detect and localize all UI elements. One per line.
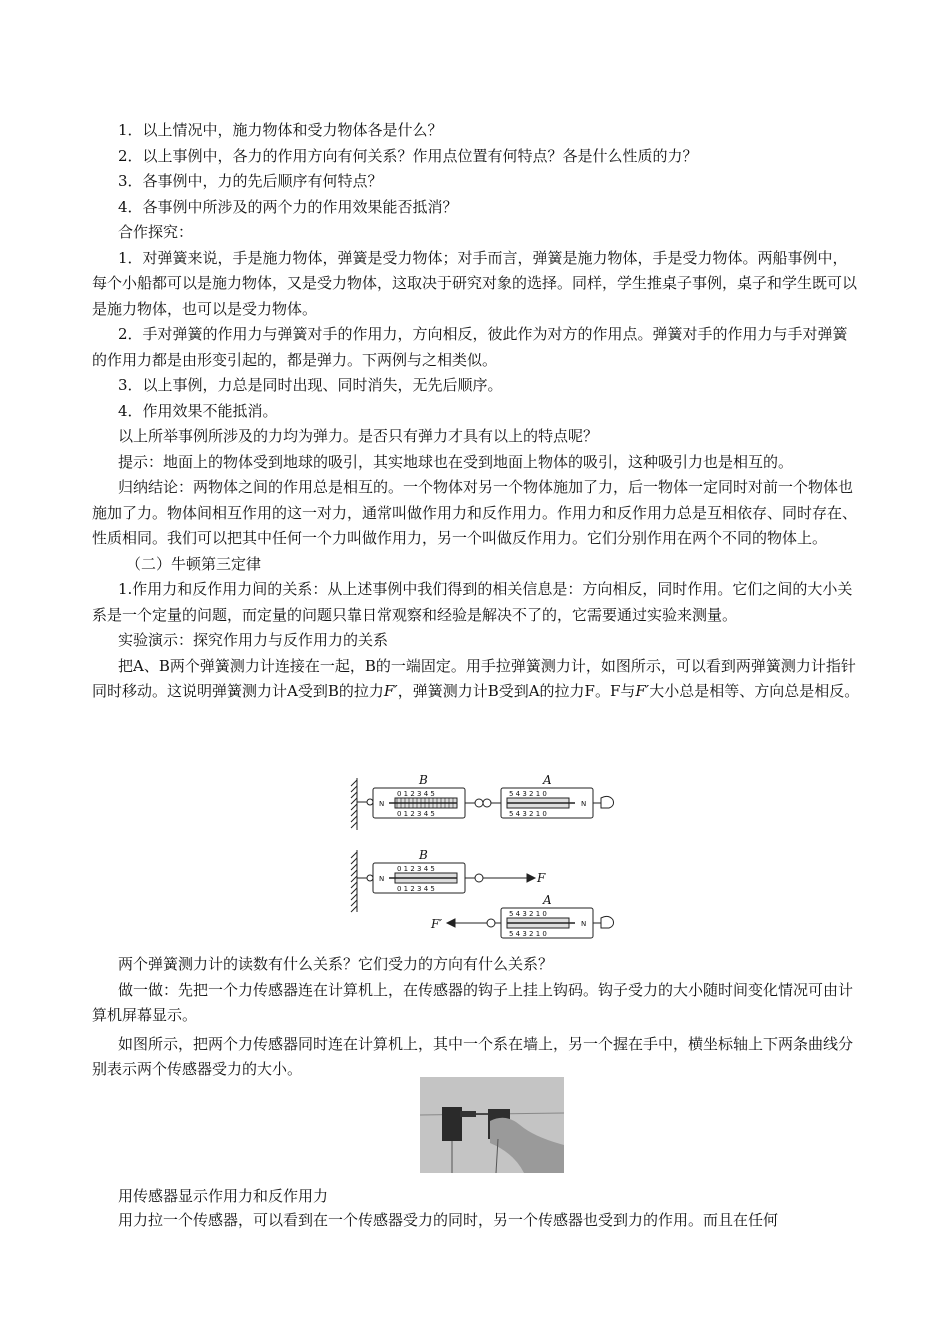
scale-a-bottom-lower: 5 4 3 2 1 0 <box>509 930 547 938</box>
hand-icon-top <box>601 796 614 808</box>
sensor-photo <box>420 1077 564 1173</box>
demo-text <box>92 654 862 705</box>
demo-text-part-b: ，弹簧测力计B受到A的拉力F。F与 <box>397 682 636 700</box>
scale-a-top-lower: 5 4 3 2 1 0 <box>509 810 547 818</box>
questions-block <box>92 118 862 705</box>
f-prime-symbol-2: F′ <box>635 682 650 700</box>
scale-b-bottom-upper: 0 1 2 3 4 5 <box>397 865 435 873</box>
figure-description: 如图所示，把两个力传感器同时连在计算机上，其中一个系在墙上，另一个握在手中，横坐标轴上下两条曲线分别表示两个传感器受力的大小。 <box>92 1034 854 1078</box>
demo-text-part-a: 把A、B两个弹簧测力计连接在一起，B的一端固定。用手拉弹簧测力计，如图所示，可以看到两弹簧测力计指针同时移动。这说明弹簧测力计A受到B的拉力 <box>92 656 856 700</box>
n-label-3: N <box>379 875 385 883</box>
relation-text: 1.作用力和反作用力间的关系：从上述事例中我们得到的相关信息是：方向相反，同时作用。它们之间的大小关系是一个定量的问题，而定量的问题只靠日常观察和经验是解决不了的，它需要通过实验来测量。 <box>92 580 853 624</box>
label-a-top: A <box>543 773 552 787</box>
scale-a-bottom-upper: 5 4 3 2 1 0 <box>509 910 547 918</box>
demo-title: 实验演示：探究作用力与反作用力的关系 <box>118 631 389 649</box>
question-1: 1．以上情况中，施力物体和受力物体各是什么？ <box>118 121 443 139</box>
label-b-bottom: B <box>419 848 428 862</box>
n-label-2: N <box>581 800 587 808</box>
f-prime-symbol-1: F′ <box>383 682 398 700</box>
label-f: F <box>537 871 546 885</box>
sensor-photo-illustration <box>420 1077 564 1173</box>
reading-question: 两个弹簧测力计的读数有什么关系？它们受力的方向有什么关系？ <box>118 955 554 973</box>
n-label-4: N <box>581 920 587 928</box>
sensor-left-icon <box>442 1107 462 1141</box>
conclusion-text: 归纳结论：两物体之间的作用总是相互的。一个物体对另一个物体施加了力，后一物体一定同时对前一个物体也施加了力。物体间相互作用的这一对力，通常叫做作用力和反作用力。作用力和反作用力总是互相依存、同时存在、性质相同。我们可以把其中任何一个力叫做作用力，另一个叫做反作用力。它们分别作用在两个不同的物体上。 <box>92 478 858 547</box>
answer-4: 4．作用效果不能抵消。 <box>118 401 278 420</box>
answer-2: 2．手对弹簧的作用力与弹簧对手的作用力，方向相反，彼此作为对方的作用点。弹簧对手的作用力与手对弹簧的作用力都是由形变引起的，都是弹力。下两例与之相类似。 <box>92 325 848 369</box>
cooperative-inquiry-label: 合作探究： <box>118 223 194 241</box>
wall-hatching-top <box>351 780 357 828</box>
last-line: 用力拉一个传感器，可以看到在一个传感器受力的同时，另一个传感器也受到力的作用。而且在任何 <box>118 1211 779 1229</box>
scale-b-top-upper: 0 1 2 3 4 5 <box>397 790 435 798</box>
elastic-question: 以上所举事例所涉及的力均为弹力。是否只有弹力才具有以上的特点呢？ <box>118 427 599 445</box>
demo-text-part-c: 大小总是相等、方向总是相反。 <box>649 682 860 700</box>
scale-b-bottom-lower: 0 1 2 3 4 5 <box>397 885 435 893</box>
question-4: 4．各事例中所涉及的两个力的作用效果能否抵消？ <box>118 197 458 216</box>
scale-b-top-lower: 0 1 2 3 4 5 <box>397 810 435 818</box>
hint-text: 提示：地面上的物体受到地球的吸引，其实地球也在受到地面上物体的吸引，这种吸引力也是相互的。 <box>118 452 794 471</box>
spring-balance-figure <box>345 772 615 944</box>
question-3: 3．各事例中，力的先后顺序有何特点？ <box>118 172 383 190</box>
label-a-bottom: A <box>543 893 552 907</box>
answer-3: 3．以上事例，力总是同时出现、同时消失，无先后顺序。 <box>118 376 503 394</box>
label-b-top: B <box>419 773 428 787</box>
answer-1: 1．对弹簧来说，手是施力物体，弹簧是受力物体；对手而言，弹簧是施力物体，手是受力物体。两船事例中，每个小船都可以是施力物体，又是受力物体，这取决于研究对象的选择。同样，学生推桌子事例，桌子和学生既可以是施力物体，也可以是受力物体。 <box>92 248 858 318</box>
photo-caption: 用传感器显示作用力和反作用力 <box>118 1187 329 1205</box>
experiment-block <box>92 952 862 1083</box>
question-2: 2．以上事例中，各力的作用方向有何关系？作用点位置有何特点？各是什么性质的力？ <box>118 146 698 165</box>
n-label-1: N <box>379 800 385 808</box>
label-f-prime: F′ <box>431 917 443 931</box>
try-it-text: 做一做：先把一个力传感器连在计算机上，在传感器的钩子上挂上钩码。钩子受力的大小随时间变化情况可由计算机屏幕显示。 <box>92 980 854 1024</box>
hand-icon-bottom <box>601 916 614 928</box>
scale-a-top-upper: 5 4 3 2 1 0 <box>509 790 547 798</box>
section-title: （二）牛顿第三定律 <box>126 554 262 573</box>
